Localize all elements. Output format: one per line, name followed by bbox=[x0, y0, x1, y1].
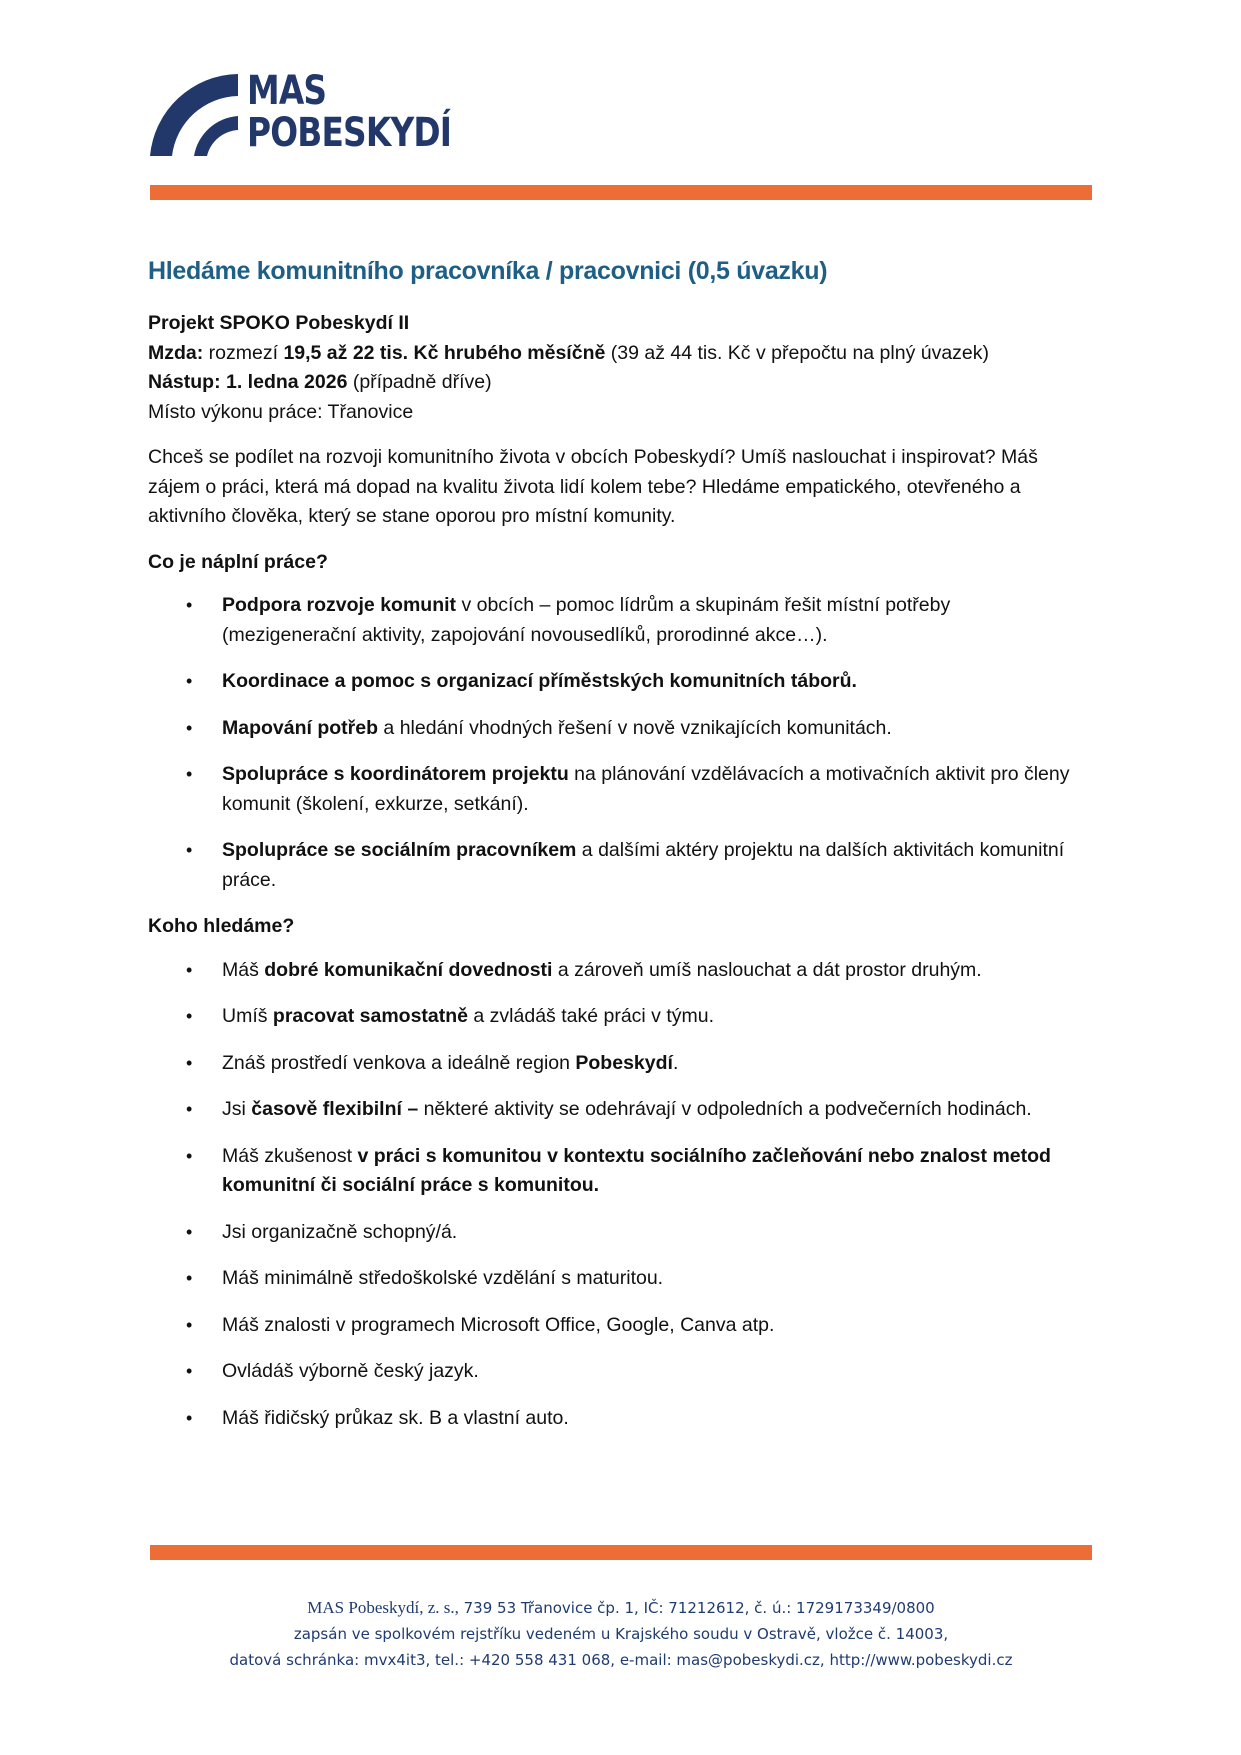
list-item: • Umíš pracovat samostatně a zvládáš také práci v týmu. bbox=[148, 1002, 1088, 1032]
bullet-icon: • bbox=[186, 671, 193, 691]
bullet-icon: • bbox=[186, 1268, 193, 1288]
intro-paragraph: Chceš se podílet na rozvoji komunitního života v obcích Pobeskydí? Umíš naslouchat i inspirovat? Máš zájem o práci, která má dopad na kvalitu života lidí kolem tebe? Hledáme empatického, otevřeného a aktivního člověka, který se stane oporou pro místní komunity. bbox=[148, 446, 1038, 527]
start-date: Nástup: 1. ledna 2026 (případně dříve) bbox=[148, 371, 492, 393]
footer-line-3: datová schránka: mvx4it3, tel.: +420 558 431 068, e-mail: mas@pobeskydi.cz, http://www.pobeskydi.cz bbox=[229, 1651, 1013, 1669]
logo-line-2: POBESKYDÍ bbox=[247, 110, 452, 156]
bullet-icon: • bbox=[186, 764, 193, 784]
logo-line-1: MAS bbox=[247, 68, 327, 114]
footer bbox=[150, 1595, 1092, 1673]
bullet-icon: • bbox=[186, 595, 193, 615]
logo-text bbox=[247, 70, 451, 154]
bullet-icon: • bbox=[186, 1407, 193, 1428]
list-item: • Znáš prostředí venkova a ideálně region Pobeskydí. bbox=[148, 1049, 1088, 1079]
work-place: Místo výkonu práce: Třanovice bbox=[148, 400, 414, 423]
bullet-icon: • bbox=[186, 1314, 193, 1335]
list-item: • Máš dobré komunikační dovednosti a zároveň umíš naslouchat a dát prostor druhým. bbox=[148, 956, 1088, 986]
bullet-icon: • bbox=[186, 1052, 193, 1073]
bullet-icon: • bbox=[186, 959, 193, 980]
job-meta bbox=[148, 309, 1088, 427]
list-item: • Spolupráce se sociálním pracovníkem a dalšími aktéry projektu na dalších aktivitách komunitní práce. bbox=[148, 836, 1088, 895]
footer-accent-bar bbox=[150, 1545, 1092, 1560]
list-item: • Máš zkušenost v práci s komunitou v kontextu sociálního začleňování nebo znalost metod komunitní či sociální práce s komunitou. bbox=[148, 1142, 1088, 1201]
bullet-icon: • bbox=[186, 717, 193, 738]
list-item: • Ovládáš výborně český jazyk. bbox=[148, 1357, 1088, 1387]
duties-heading: Co je náplní práce? bbox=[148, 550, 328, 573]
logo bbox=[150, 68, 470, 156]
bullet-icon: • bbox=[186, 1006, 193, 1026]
bullet-icon: • bbox=[186, 1221, 193, 1242]
requirements-list bbox=[148, 956, 1088, 1434]
footer-line-2: zapsán ve spolkovém rejstříku vedeném u Krajského soudu v Ostravě, vložce č. 14003, bbox=[293, 1625, 949, 1643]
page-title: Hledáme komunitního pracovníka / pracovnici (0,5 úvazku) bbox=[148, 257, 828, 285]
requirements-heading: Koho hledáme? bbox=[148, 915, 295, 937]
bullet-icon: • bbox=[186, 1361, 193, 1381]
list-item: • Spolupráce s koordinátorem projektu na plánování vzdělávacích a motivačních aktivit pro členy komunit (školení, exkurze, setkání). bbox=[148, 760, 1088, 819]
bullet-icon: • bbox=[186, 840, 193, 860]
list-item: • Máš řidičský průkaz sk. B a vlastní auto. bbox=[148, 1404, 1088, 1434]
list-item: • Mapování potřeb a hledání vhodných řešení v nově vznikajících komunitách. bbox=[148, 714, 1088, 744]
list-item: • Koordinace a pomoc s organizací příměstských komunitních táborů. bbox=[148, 667, 1088, 697]
duties-list bbox=[148, 591, 1088, 895]
bullet-icon: • bbox=[186, 1099, 193, 1119]
footer-line-1: MAS Pobeskydí, z. s., 739 53 Třanovice čp. 1, IČ: 71212612, č. ú.: 1729173349/0800 bbox=[307, 1598, 935, 1617]
bullet-icon: • bbox=[186, 1145, 193, 1166]
list-item: • Máš minimálně středoškolské vzdělání s maturitou. bbox=[148, 1264, 1088, 1294]
list-item: • Podpora rozvoje komunit v obcích – pomoc lídrům a skupinám řešit místní potřeby (mezigenerační aktivity, zapojování novousedlíků, prorodinné akce…). bbox=[148, 591, 1088, 650]
logo-arc-icon bbox=[150, 74, 250, 156]
document-body bbox=[148, 255, 1088, 1450]
project-name: Projekt SPOKO Pobeskydí II bbox=[148, 312, 410, 334]
list-item: • Jsi organizačně schopný/á. bbox=[148, 1218, 1088, 1248]
list-item: • Máš znalosti v programech Microsoft Office, Google, Canva atp. bbox=[148, 1311, 1088, 1341]
list-item: • Jsi časově flexibilní – některé aktivity se odehrávají v odpoledních a podvečerních hodinách. bbox=[148, 1095, 1088, 1125]
header-accent-bar bbox=[150, 185, 1092, 200]
salary: Mzda: rozmezí 19,5 až 22 tis. Kč hrubého měsíčně (39 až 44 tis. Kč v přepočtu na plný úvazek) bbox=[148, 341, 990, 364]
